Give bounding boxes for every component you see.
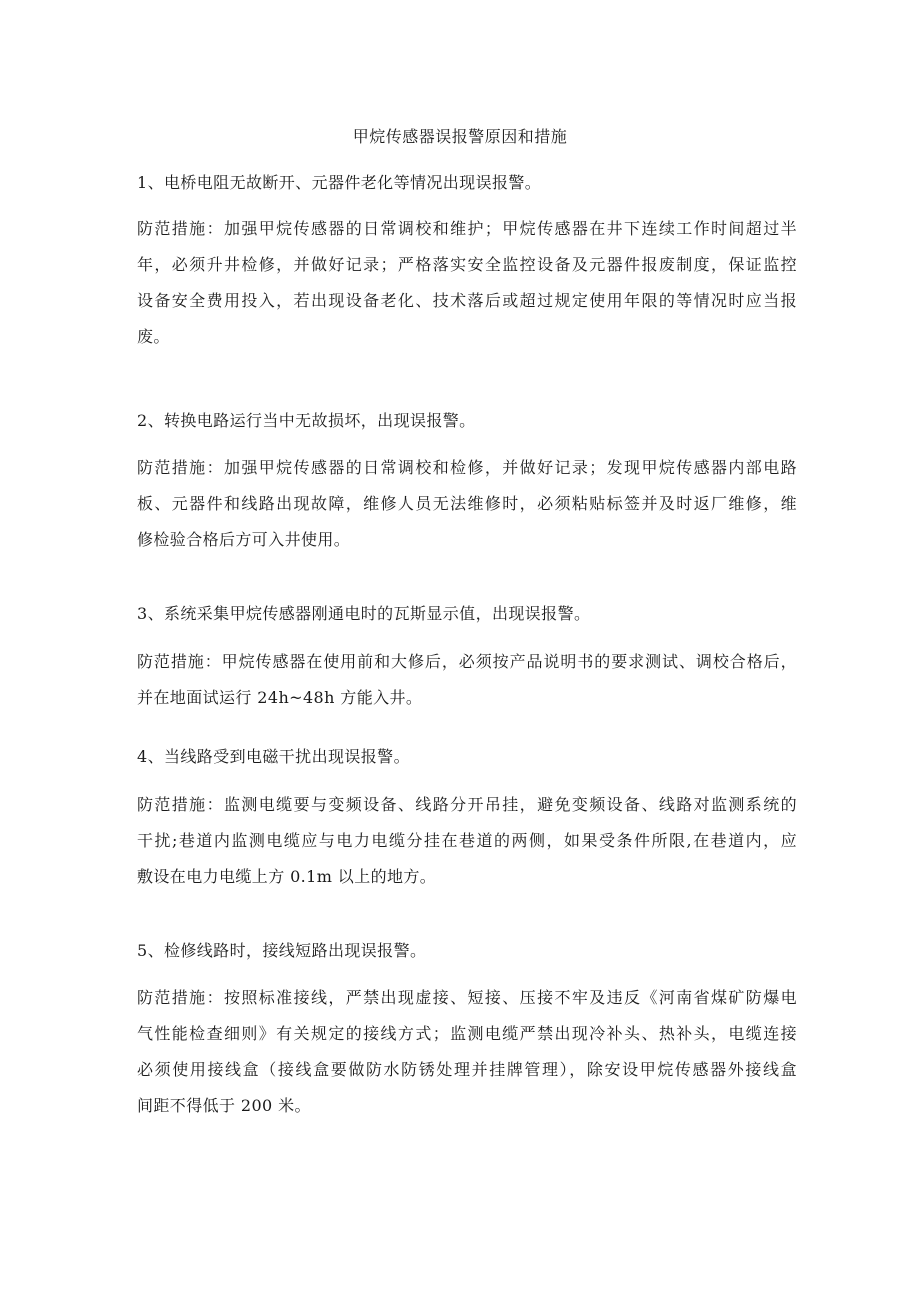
measure-line: 防范措施：监测电缆要与变频设备、线路分开吊挂，避免变频设备、线路对监测系统的 xyxy=(137,795,797,814)
measure-line: 板、元器件和线路出现故障，维修人员无法维修时，必须粘贴标签并及时返厂维修，维 xyxy=(137,494,797,513)
measure-line: 设备安全费用投入，若出现设备老化、技术落后或超过规定使用年限的等情况时应当报 xyxy=(137,291,797,310)
document-title: 甲烷传感器误报警原因和措施 xyxy=(352,127,568,146)
measure-line: 必须使用接线盒（接线盒要做防水防锈处理并挂牌管理），除安设甲烷传感器外接线盒 xyxy=(137,1060,797,1079)
section-2-cause: 2、转换电路运行当中无故损坏，出现误报警。 xyxy=(137,411,476,430)
section-1-cause: 1、电桥电阻无故断开、元器件老化等情况出现误报警。 xyxy=(137,173,542,192)
measure-line: 间距不得低于 200 米。 xyxy=(137,1096,311,1115)
section-1-measure xyxy=(137,211,797,355)
measure-line: 防范措施：加强甲烷传感器的日常调校和检修，并做好记录；发现甲烷传感器内部电路 xyxy=(137,458,797,477)
measure-line: 年，必须升井检修，并做好记录；严格落实安全监控设备及元器件报废制度，保证监控 xyxy=(137,255,797,274)
measure-line: 防范措施：甲烷传感器在使用前和大修后，必须按产品说明书的要求测试、调校合格后， xyxy=(137,652,797,671)
measure-line: 防范措施：按照标准接线，严禁出现虚接、短接、压接不牢及违反《河南省煤矿防爆电 xyxy=(137,988,797,1007)
section-5-cause: 5、检修线路时，接线短路出现误报警。 xyxy=(137,941,427,960)
section-4-cause: 4、当线路受到电磁干扰出现误报警。 xyxy=(137,747,410,766)
measure-line: 废。 xyxy=(137,327,170,346)
section-4-measure xyxy=(137,787,797,895)
section-3-cause: 3、系统采集甲烷传感器刚通电时的瓦斯显示值，出现误报警。 xyxy=(137,604,591,623)
section-5-measure xyxy=(137,980,797,1124)
section-3-measure xyxy=(137,644,797,716)
measure-line: 修检验合格后方可入井使用。 xyxy=(137,530,351,549)
measure-line: 敷设在电力电缆上方 0.1m 以上的地方。 xyxy=(137,867,437,886)
measure-line: 防范措施：加强甲烷传感器的日常调校和维护；甲烷传感器在井下连续工作时间超过半 xyxy=(137,219,797,238)
measure-line: 干扰;巷道内监测电缆应与电力电缆分挂在巷道的两侧，如果受条件所限,在巷道内，应 xyxy=(137,831,797,850)
section-2-measure xyxy=(137,450,797,558)
measure-line: 气性能检查细则》有关规定的接线方式；监测电缆严禁出现冷补头、热补头，电缆连接 xyxy=(137,1024,797,1043)
measure-line: 并在地面试运行 24h~48h 方能入井。 xyxy=(137,688,423,707)
